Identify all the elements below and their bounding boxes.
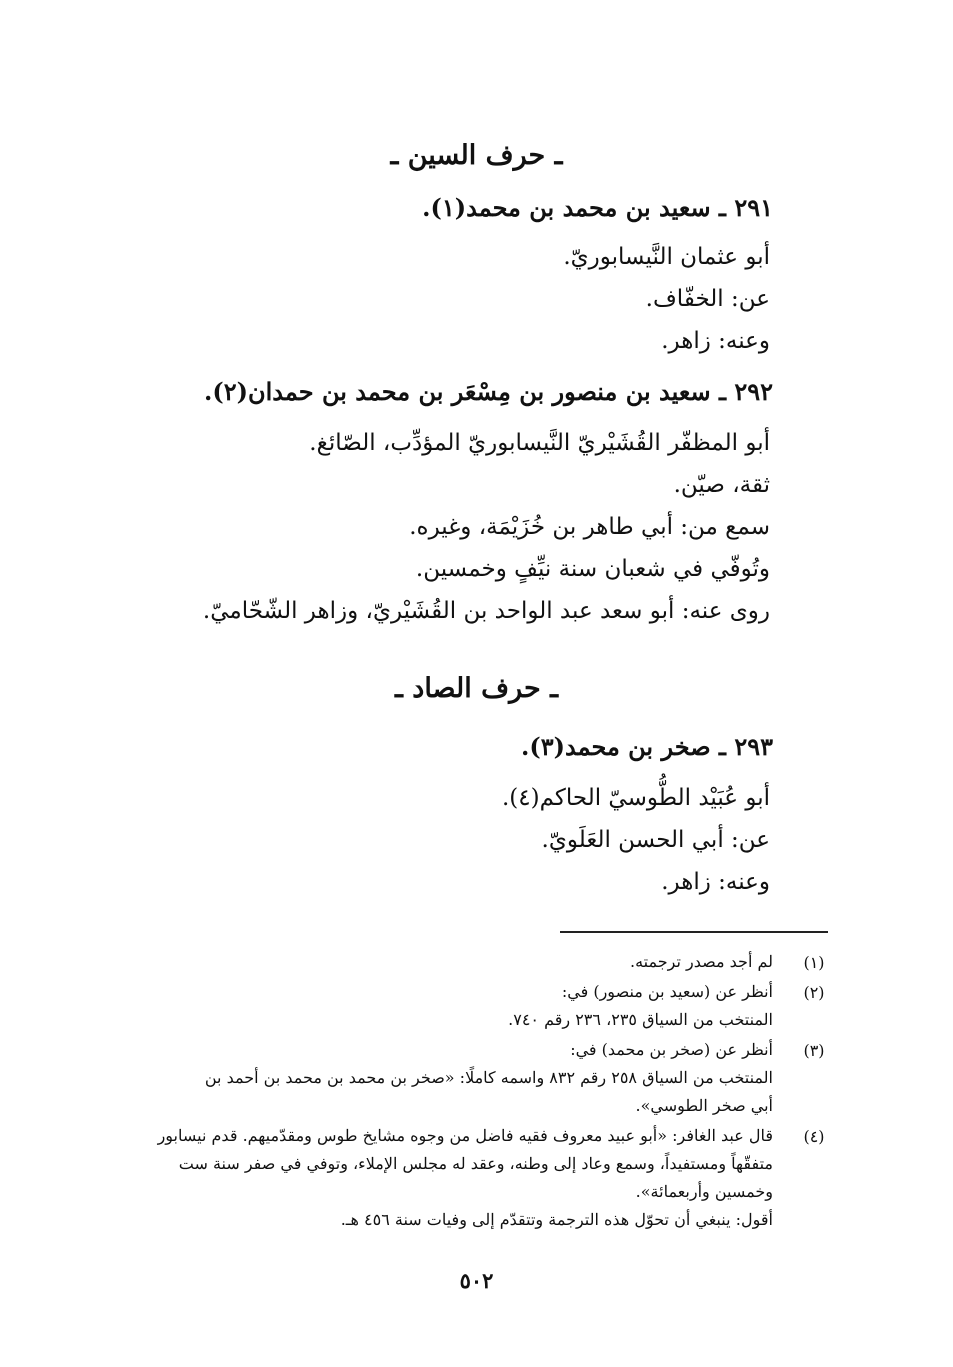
entry-292-line: وتُوفّي في شعبان سنة نيِّفٍ وخمسين. [415, 556, 770, 582]
entry-293-line: أبو عُبَيْد الطُّوسيّ الحاكم(٤). [501, 785, 770, 811]
footnote-line: قال عبد الغافر: «أبو عبيد معروف فقيه فاضل من وجوه مشايخ طوس ومقدّميهم. قدم نيسابور [157, 1126, 773, 1145]
entry-291-line: عن: الخفّاف. [645, 286, 770, 312]
footnote-number: (٢) [803, 983, 825, 1002]
footnote-line: أنظر عن (صخر بن محمد) في: [570, 1040, 773, 1059]
footnote-line: أنظر عن (سعيد بن منصور) في: [561, 982, 773, 1001]
page-number: ٥٠٢ [459, 1268, 494, 1293]
entry-292-line: سمع من: أبي طاهر بن خُزَيْمَة، وغيره. [409, 514, 770, 540]
entry-293-line: عن: أبي الحسن العَلَويّ. [541, 827, 770, 853]
entry-293-line: وعنه: زاهر. [661, 869, 770, 895]
footnote-line: لم أجد مصدر ترجمته. [630, 952, 773, 971]
entry-292-line: ثقة، صيّن. [673, 472, 770, 498]
footnote-line: المنتخب من السياق ٢٣٥، ٢٣٦ رقم ٧٤٠. [508, 1010, 773, 1029]
footnote-number: (٤) [803, 1127, 825, 1146]
entry-291-heading: ٢٩١ ـ سعيد بن محمد بن محمد(١). [422, 193, 773, 222]
entry-291-line: وعنه: زاهر. [661, 328, 770, 354]
section-heading-saad: ـ حرف الصاد ـ [395, 673, 558, 704]
footnote-number: (١) [803, 953, 825, 972]
footnote-line: المنتخب من السياق ٢٥٨ رقم ٨٣٢ واسمه كاملًا: «صخر بن محمد بن محمد بن أحمد بن [204, 1068, 773, 1087]
section-heading-seen: ـ حرف السين ـ [390, 140, 563, 171]
footnote-number: (٣) [803, 1041, 825, 1060]
footnote-line: أبي صخر الطوسي». [635, 1096, 773, 1115]
footnote-line: متفقّهاً ومستفيداً، وسمع وعاد إلى وطنه، وعقد له مجلس الإملاء، وتوفي في صفر سنة ست [178, 1154, 773, 1173]
footnote-line: وخمسين وأربعمائة». [635, 1182, 773, 1201]
footnote-line: أقول: ينبغي أن تحوّل هذه الترجمة وتتقدّم إلى وفيات سنة ٤٥٦ هـ. [340, 1210, 773, 1229]
entry-291-line: أبو عثمان النَّيسابوريّ. [563, 244, 770, 270]
entry-292-heading: ٢٩٢ ـ سعيد بن منصور بن مِسْعَر بن محمد بن حمدان(٢). [204, 377, 773, 406]
footnote-separator [560, 931, 828, 933]
entry-292-line: أبو المظفّر القُشَيْريّ النَّيسابوريّ المؤدِّب، الصّائغ. [309, 430, 770, 456]
entry-293-heading: ٢٩٣ ـ صخر بن محمد(٣). [521, 732, 773, 761]
entry-292-line: روى عنه: أبو سعد عبد الواحد بن القُشَيْريّ، وزاهر الشّحّاميّ. [202, 598, 770, 624]
